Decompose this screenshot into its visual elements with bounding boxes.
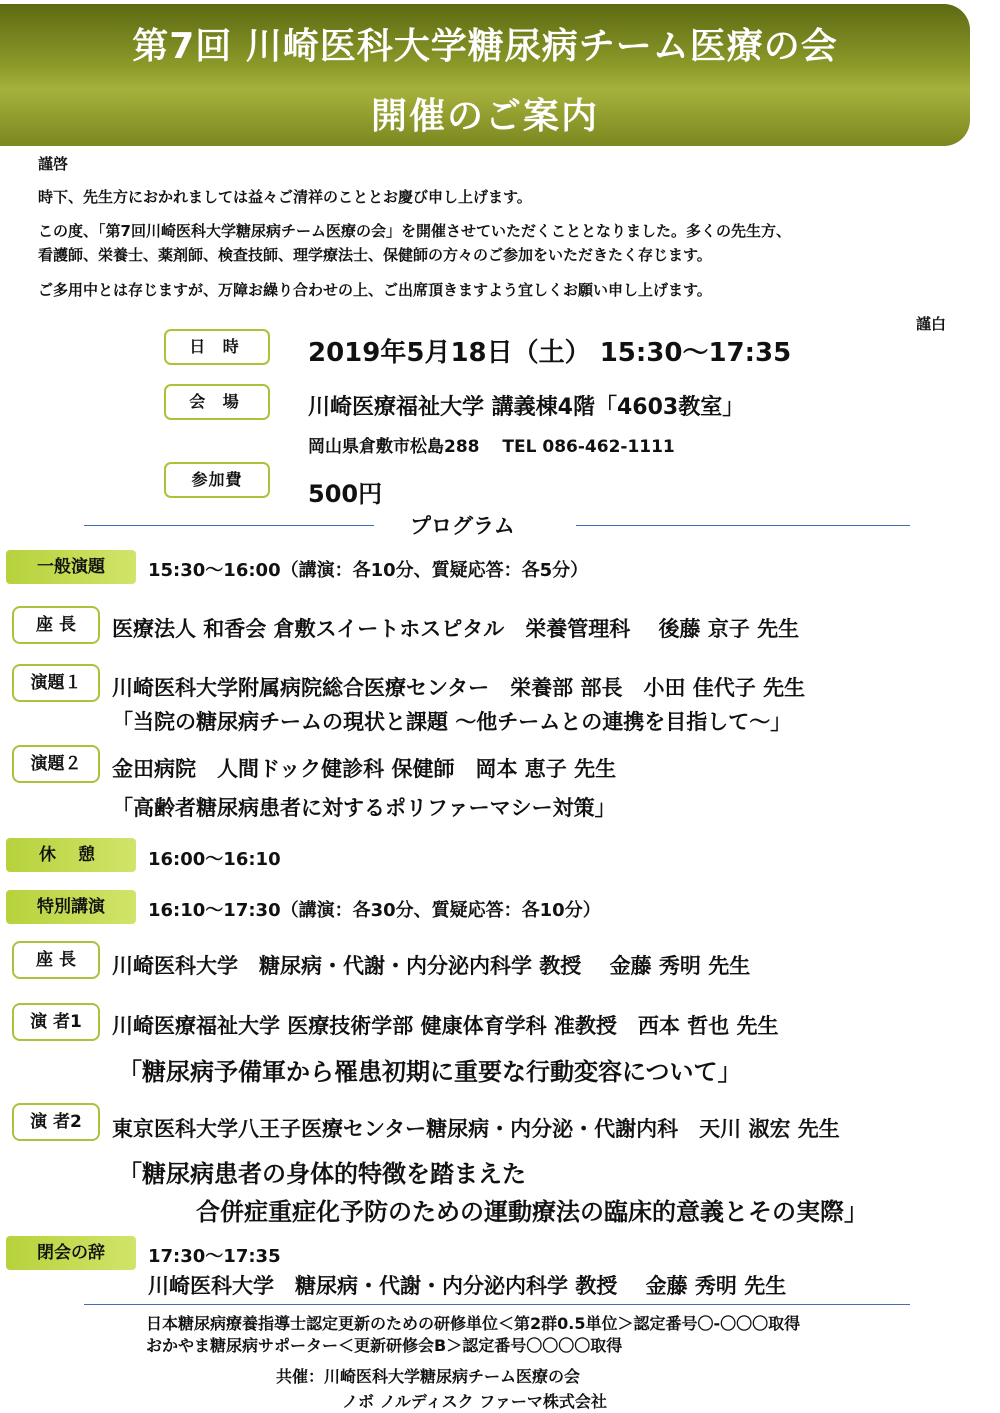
special-chair: 川崎医科大学 糖尿病・代謝・内分泌内科学 教授 金藤 秀明 先生 (112, 954, 751, 978)
general-chair-label: 座 長 (12, 606, 100, 644)
datetime-label: 日 時 (164, 329, 270, 365)
datetime-value: 2019年5月18日（土） 15:30～17:35 (308, 338, 792, 368)
footer-divider (84, 1304, 910, 1305)
section-closing-label: 閉会の辞 (6, 1236, 136, 1270)
special-chair-label: 座 長 (12, 941, 100, 979)
program-divider-left (84, 525, 374, 526)
section-break-time: 16:00～16:10 (148, 849, 281, 870)
special-talk2-label: 演 者2 (12, 1103, 100, 1141)
venue-label: 会 場 (164, 384, 270, 420)
venue-address: 岡山県倉敷市松島288 TEL 086-462-1111 (308, 437, 675, 457)
special-talk2-speaker: 東京医科大学八王子医療センター糖尿病・内分泌・代謝内科 天川 淑宏 先生 (112, 1117, 840, 1141)
special-talk1-label: 演 者1 (12, 1003, 100, 1041)
general-chair: 医療法人 和香会 倉敷スイートホスピタル 栄養管理科 後藤 京子 先生 (112, 617, 800, 641)
section-general-label: 一般演題 (6, 550, 136, 584)
letter-para1: 時下、先生方におかれましては益々ご清祥のこととお慶び申し上げます。 (38, 188, 532, 206)
special-talk2-title-line2: 合併症重症化予防のための運動療法の臨床的意義とその実際」 (196, 1198, 868, 1226)
footer-credit2: おかやま糖尿病サポーター＜更新研修会B＞認定番号〇〇〇〇取得 (146, 1336, 623, 1355)
section-break-label: 休 憩 (6, 838, 136, 872)
section-closing-time: 17:30～17:35 (148, 1246, 281, 1267)
general-talk2-label: 演題２ (12, 745, 100, 783)
event-title: 第7回 川崎医科大学糖尿病チーム医療の会 (132, 26, 838, 67)
special-talk1-speaker: 川崎医療福祉大学 医療技術学部 健康体育学科 准教授 西本 哲也 先生 (112, 1014, 779, 1038)
fee-label: 参加費 (164, 462, 270, 498)
fee-value: 500円 (308, 480, 383, 508)
program-divider-right (576, 525, 910, 526)
section-general-time: 15:30～16:00（講演：各10分、質疑応答：各5分） (148, 560, 589, 581)
footer-credit1: 日本糖尿病療養指導士認定更新のための研修単位＜第2群0.5単位＞認定番号〇-〇〇〇取得 (146, 1314, 801, 1333)
footer-cohost1: 共催：川崎医科大学糖尿病チーム医療の会 (276, 1367, 581, 1386)
letter-para2-line1: この度、「第7回川崎医科大学糖尿病チーム医療の会」を開催させていただくこととなりました。多くの先生方、 (38, 222, 791, 240)
event-subtitle: 開催のご案内 (370, 96, 599, 137)
venue-value: 川崎医療福祉大学 講義棟4階「4603教室」 (308, 395, 745, 420)
general-talk2-speaker: 金田病院 人間ドック健診科 保健師 岡本 恵子 先生 (112, 757, 617, 781)
special-talk1-title: 「糖尿病予備軍から罹患初期に重要な行動変容について」 (118, 1058, 742, 1086)
section-special-time: 16:10～17:30（講演：各30分、質疑応答：各10分） (148, 900, 601, 921)
general-talk1-title: 「当院の糖尿病チームの現状と課題 ～他チームとの連携を目指して～」 (112, 710, 792, 734)
letter-opening: 謹啓 (38, 155, 69, 173)
general-talk1-label: 演題１ (12, 664, 100, 702)
letter-closing: 謹白 (916, 315, 947, 333)
program-heading: プログラム (410, 514, 515, 538)
footer-cohost2: ノボ ノルディスク ファーマ株式会社 (342, 1392, 607, 1411)
general-talk2-title: 「高齢者糖尿病患者に対するポリファーマシー対策」 (112, 796, 616, 820)
section-special-label: 特別講演 (6, 890, 136, 924)
letter-para2-line2: 看護師、栄養士、薬剤師、検査技師、理学療法士、保健師の方々のご参加をいただきたく存じます。 (38, 246, 712, 264)
general-talk1-speaker: 川崎医科大学附属病院総合医療センター 栄養部 部長 小田 佳代子 先生 (112, 676, 806, 700)
closing-speaker: 川崎医科大学 糖尿病・代謝・内分泌内科学 教授 金藤 秀明 先生 (148, 1274, 787, 1298)
letter-para3: ご多用中とは存じますが、万障お繰り合わせの上、ご出席頂きますよう宜しくお願い申し上げます。 (38, 281, 712, 299)
special-talk2-title-line1: 「糖尿病患者の身体的特徴を踏まえた (118, 1160, 526, 1188)
title-banner (0, 4, 970, 146)
